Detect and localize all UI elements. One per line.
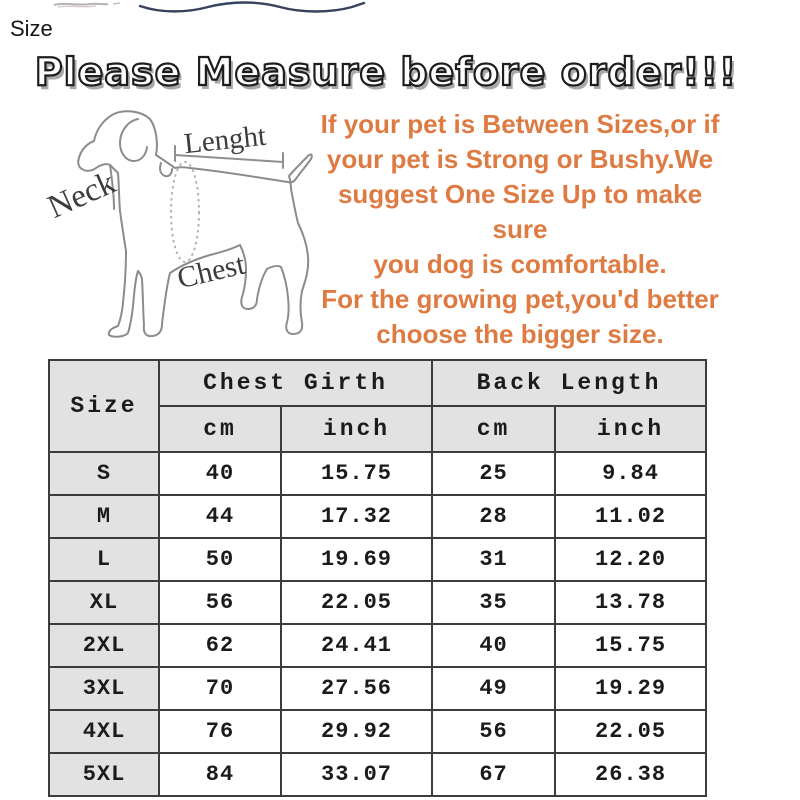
table-row (49, 452, 706, 495)
size-cell: 2XL (49, 624, 159, 667)
chest-inch-cell: 15.75 (281, 452, 432, 495)
chest-inch-cell: 17.32 (281, 495, 432, 538)
back-cm-cell: 40 (432, 624, 555, 667)
chest-girth-header: Chest Girth (159, 360, 432, 406)
chest-inch-cell: 19.69 (281, 538, 432, 581)
back-cm-cell: 67 (432, 753, 555, 796)
length-label: Lenght (182, 119, 268, 161)
fitting-notice (318, 107, 722, 352)
size-cell: XL (49, 581, 159, 624)
notice-line: If your pet is Between Sizes,or if (320, 109, 720, 139)
wavy-divider-line (138, 0, 368, 16)
chest-inch-cell: 29.92 (281, 710, 432, 753)
chest-cm-cell: 40 (159, 452, 281, 495)
chest-girth-ellipse (171, 162, 199, 262)
back-cm-header: cm (432, 406, 555, 452)
notice-line: you dog is comfortable. (373, 249, 667, 279)
chest-cm-cell: 76 (159, 710, 281, 753)
back-cm-cell: 49 (432, 667, 555, 710)
back-cm-cell: 31 (432, 538, 555, 581)
table-row (49, 538, 706, 581)
chest-inch-cell: 33.07 (281, 753, 432, 796)
notice-line: suggest One Size Up to make sure (337, 179, 703, 244)
dog-measurement-diagram (40, 105, 340, 345)
notice-line: choose the bigger size. (376, 319, 664, 349)
back-inch-cell: 15.75 (555, 624, 706, 667)
chest-cm-cell: 84 (159, 753, 281, 796)
notice-line: For the growing pet,you'd better (321, 284, 719, 314)
chest-cm-cell: 62 (159, 624, 281, 667)
back-inch-cell: 26.38 (555, 753, 706, 796)
size-cell: M (49, 495, 159, 538)
scribble-mark (52, 0, 122, 12)
chest-cm-cell: 44 (159, 495, 281, 538)
back-cm-cell: 25 (432, 452, 555, 495)
table-row (49, 581, 706, 624)
table-row (49, 710, 706, 753)
size-cell: L (49, 538, 159, 581)
table-row (49, 753, 706, 796)
back-inch-header: inch (555, 406, 706, 452)
back-inch-cell: 22.05 (555, 710, 706, 753)
notice-line: your pet is Strong or Bushy.We (326, 144, 714, 174)
chest-inch-cell: 24.41 (281, 624, 432, 667)
back-cm-cell: 28 (432, 495, 555, 538)
table-row (49, 495, 706, 538)
size-cell: 3XL (49, 667, 159, 710)
size-chart-table (48, 359, 707, 797)
chest-cm-cell: 56 (159, 581, 281, 624)
chest-label: Chest (174, 247, 249, 296)
table-row (49, 667, 706, 710)
back-inch-cell: 9.84 (555, 452, 706, 495)
neck-label: Neck (42, 164, 121, 226)
chest-cm-cell: 50 (159, 538, 281, 581)
table-row (49, 624, 706, 667)
back-inch-cell: 12.20 (555, 538, 706, 581)
back-length-header: Back Length (432, 360, 706, 406)
chest-inch-header: inch (281, 406, 432, 452)
size-section-label: Size (10, 16, 53, 41)
page-title: Please Measure before order!!! (34, 50, 738, 94)
size-cell: 5XL (49, 753, 159, 796)
back-inch-cell: 13.78 (555, 581, 706, 624)
back-inch-cell: 11.02 (555, 495, 706, 538)
back-cm-cell: 56 (432, 710, 555, 753)
size-cell: 4XL (49, 710, 159, 753)
size-column-header: Size (49, 360, 159, 452)
chest-inch-cell: 27.56 (281, 667, 432, 710)
chest-inch-cell: 22.05 (281, 581, 432, 624)
chest-cm-cell: 70 (159, 667, 281, 710)
back-inch-cell: 19.29 (555, 667, 706, 710)
size-cell: S (49, 452, 159, 495)
back-cm-cell: 35 (432, 581, 555, 624)
chest-cm-header: cm (159, 406, 281, 452)
